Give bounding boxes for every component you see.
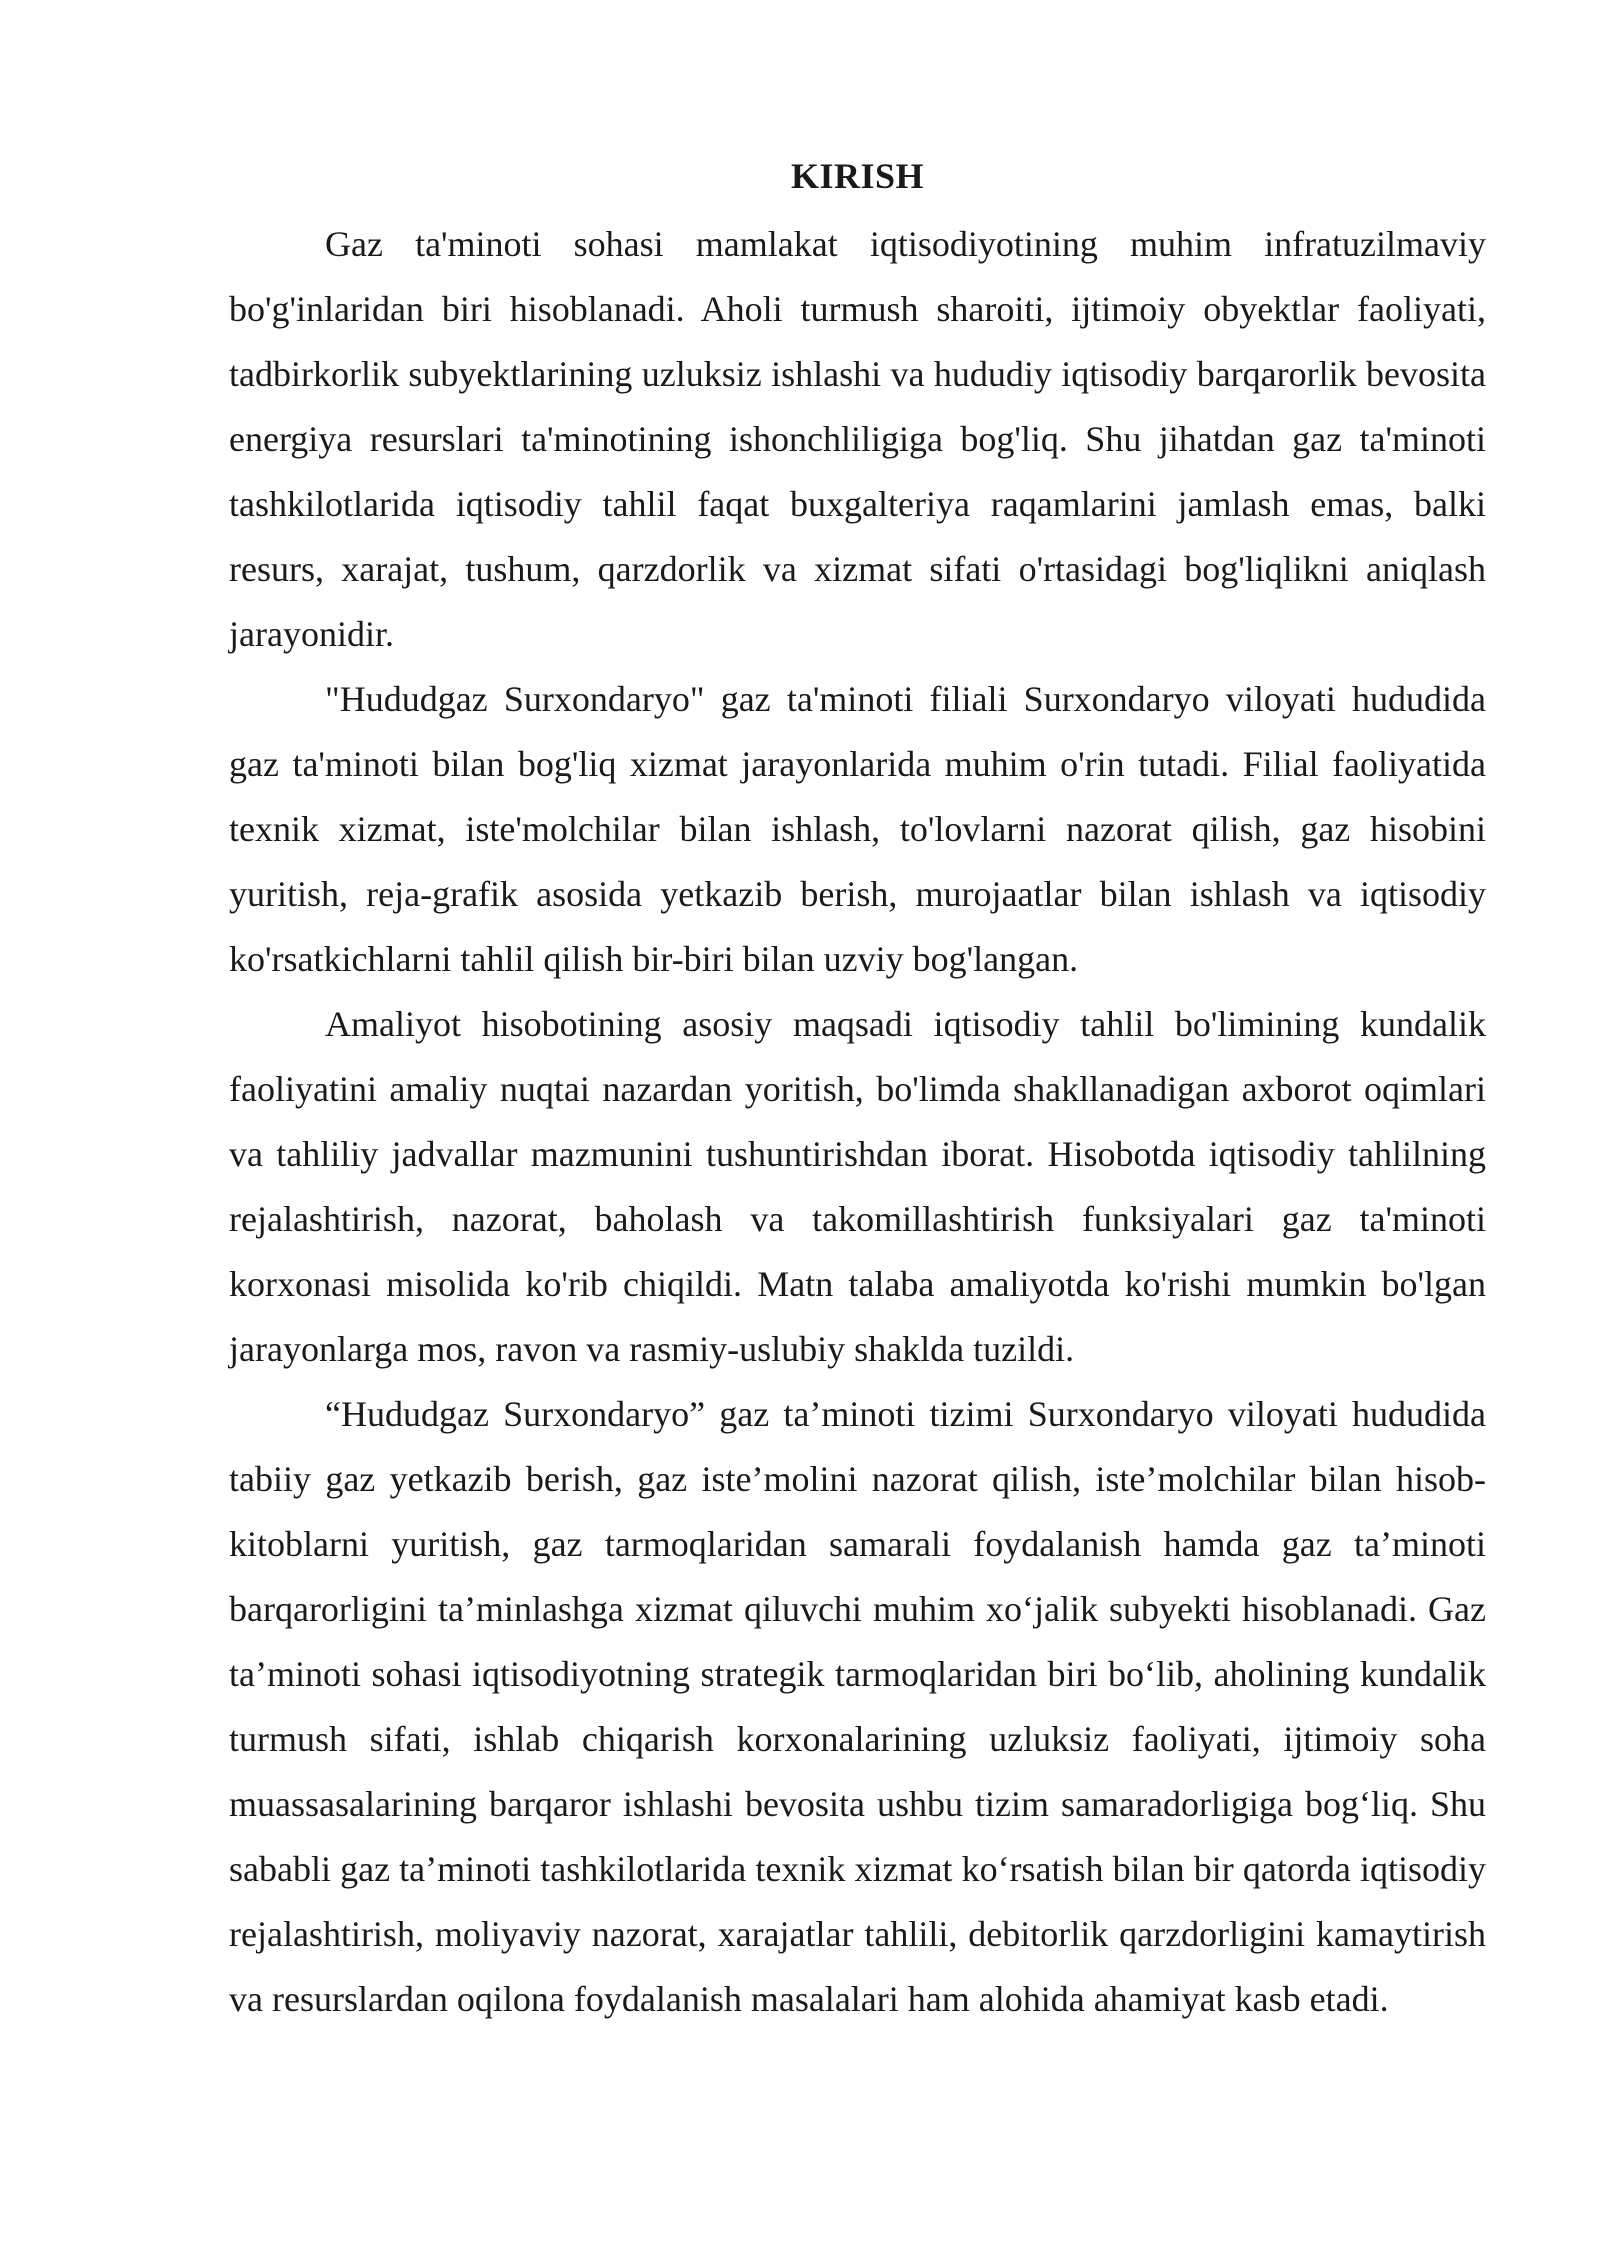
paragraph-3: Amaliyot hisobotining asosiy maqsadi iqtisodiy tahlil bo'limining kundalik faoliyatini amaliy nuqtai nazardan yoritish, bo'limda shakllanadigan axborot oqimlari va tahliliy jadvallar mazmunini tushuntirishdan iborat. Hisobotda iqtisodiy tahlilning rejalashtirish, nazorat, baholash va takomillashtirish funksiyalari gaz ta'minoti korxonasi misolida ko'rib chiqildi. Matn talaba amaliyotda ko'rishi mumkin bo'lgan jarayonlarga mos, ravon va rasmiy-uslubiy shaklda tuzildi. [229,1004,1486,1369]
paragraph-1: Gaz ta'minoti sohasi mamlakat iqtisodiyotining muhim infratuzilmaviy bo'g'inlaridan biri hisoblanadi. Aholi turmush sharoiti, ijtimoiy obyektlar faoliyati, tadbirkorlik subyektlarining uzluksiz ishlashi va hududiy iqtisodiy barqarorlik bevosita energiya resurslari ta'minotining ishonchliligiga bog'liq. Shu jihatdan gaz ta'minoti tashkilotlarida iqtisodiy tahlil faqat buxgalteriya raqamlarini jamlash emas, balki resurs, xarajat, tushum, qarzdorlik va xizmat sifati o'rtasidagi bog'liqlikni aniqlash jarayonidir. [229,224,1486,654]
section-title: KIRISH [790,156,925,196]
paragraph-4: “Hududgaz Surxondaryo” gaz ta’minoti tizimi Surxondaryo viloyati hududida tabiiy gaz yetkazib berish, gaz iste’molini nazorat qilish, iste’molchilar bilan hisob-kitoblarni yuritish, gaz tarmoqlaridan samarali foydalanish hamda gaz ta’minoti barqarorligini ta’minlashga xizmat qiluvchi muhim xo‘jalik subyekti hisoblanadi. Gaz ta’minoti sohasi iqtisodiyotning strategik tarmoqlaridan biri bo‘lib, aholining kundalik turmush sifati, ishlab chiqarish korxonalarining uzluksiz faoliyati, ijtimoiy soha muassasalarining barqaror ishlashi bevosita ushbu tizim samaradorligiga bog‘liq. Shu sababli gaz ta’minoti tashkilotlarida texnik xizmat ko‘rsatish bilan bir qatorda iqtisodiy rejalashtirish, moliyaviy nazorat, xarajatlar tahlili, debitorlik qarzdorligini kamaytirish va resurslardan oqilona foydalanish masalalari ham alohida ahamiyat kasb etadi. [229,1394,1486,2019]
document-page [229,150,1486,2032]
paragraph-2: "Hududgaz Surxondaryo" gaz ta'minoti filiali Surxondaryo viloyati hududida gaz ta'minoti bilan bog'liq xizmat jarayonlarida muhim o'rin tutadi. Filial faoliyatida texnik xizmat, iste'molchilar bilan ishlash, to'lovlarni nazorat qilish, gaz hisobini yuritish, reja-grafik asosida yetkazib berish, murojaatlar bilan ishlash va iqtisodiy ko'rsatkichlarni tahlil qilish bir-biri bilan uzviy bog'langan. [229,679,1486,979]
